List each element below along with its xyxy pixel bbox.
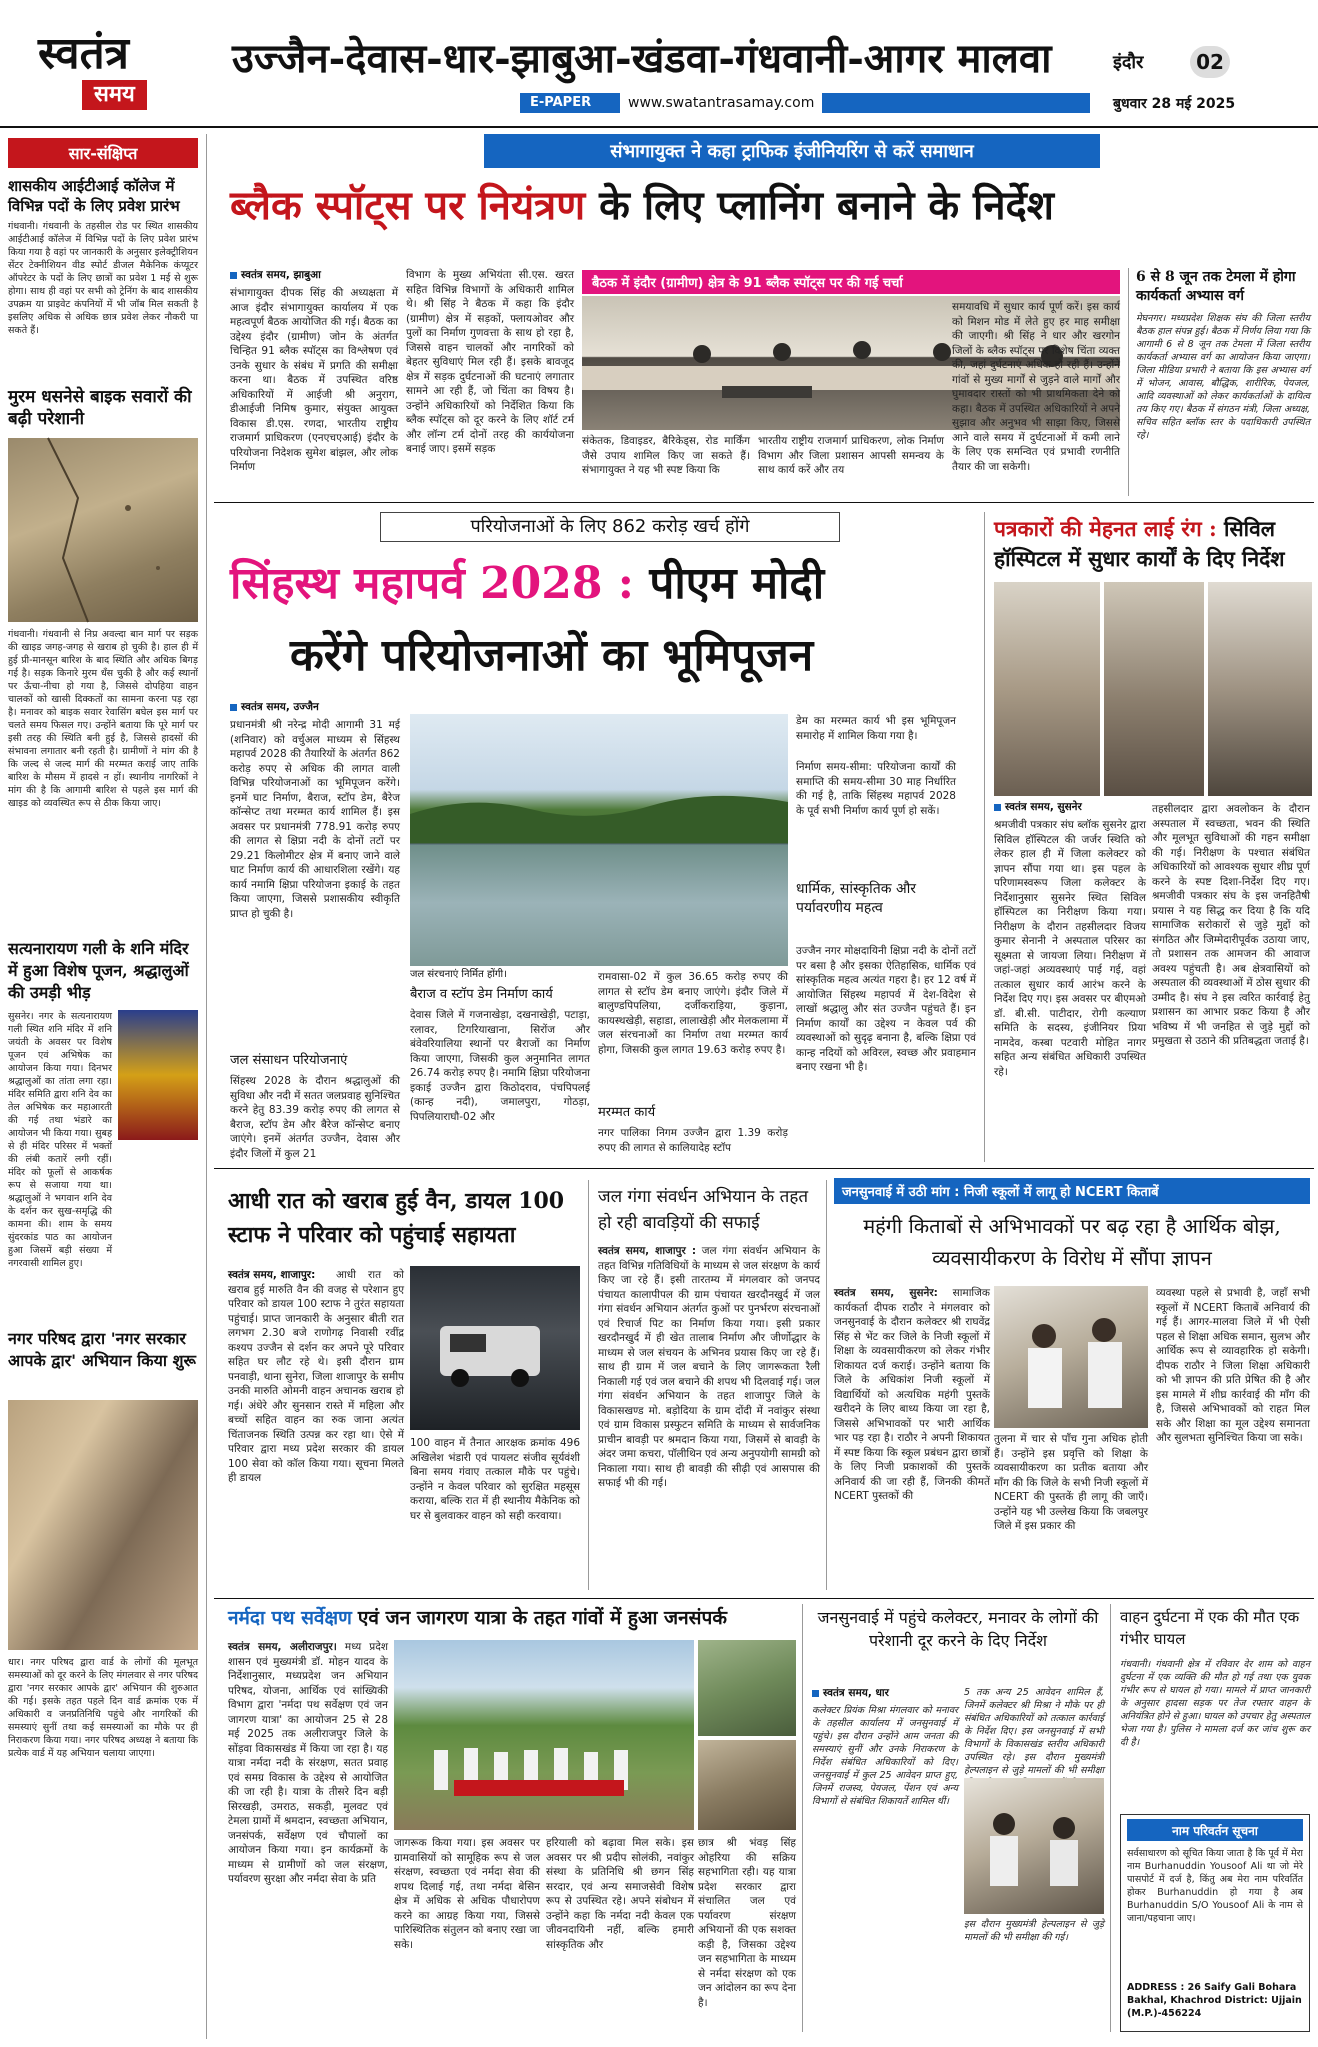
sidebar: [8, 134, 198, 2039]
sidebar-story-4-headline: नगर परिषद द्वारा 'नगर सरकार आपके द्वार' अभियान किया शुरू: [8, 1329, 196, 1370]
simhastha-sub-religious: धार्मिक, सांस्कृतिक और पर्यावरणीय महत्व: [796, 881, 917, 916]
narmada-col-1: स्वतंत्र समय, अलीराजपुर। मध्य प्रदेश शासन एवं मुख्यमंत्री डॉ. मोहन यादव के निर्देशानुसार, मध्यप्रदेश जन अभियान परिषद, योजना, आर्थिक एवं सांख्यिकी विभाग द्वारा 'नर्मदा पथ सर्वेक्षण एवं जन जागरण यात्रा' का आयोजन 25 से 28 मई 2025 तक अलीराजपुर जिले के सोंड़वा विकासखंड में किया जा रहा है। यह यात्रा नर्मदा नदी के संरक्षण, सतत प्रवाह एवं समग्र विकास के उद्देश्य से आयोजित की जा रही है। यात्रा के तीसरे दिन बड़ी सिरखड़ी, उमराठ, सकड़ी, मुलवट एवं टेमला ग्रामों में श्रमदान, स्वच्छता अभियान, जनसंपर्क, सर्वेक्षण एवं चौपालों का आयोजन किया गया। इन कार्यक्रमों के माध्यम से ग्रामीणों को जल संरक्षण, पर्यावरण सुरक्षा और नर्मदा सेवा के प्रति: [228, 1641, 388, 1885]
simhastha-col-4b: निर्माण समय-सीमा: परियोजना कार्यों की समाप्ति की समय-सीमा 30 माह निर्धारित की गई है, ताकि सिंहस्थ महापर्व 2028 के पूर्व सभी निर्माण कार्य पूर्ण हो सकें।: [796, 761, 956, 817]
simhastha-col-3: रामवासा-02 में कुल 36.65 करोड़ रुपए की लागत से स्टॉप डेम बनाए जाएंगे। इंदौर जिले में बालुण्डपिपलिया, दर्जीकराड़िया, कुड़ाना, कायस्थखेड़ी, सहाडा, लालाखेड़ी और मेलकलामा में जल संरचनाओं का निर्माण तथा मरम्मत कार्य होगा, जिसकी कुल लागत 19.63 करोड़ रुपए है।: [598, 971, 788, 1056]
page-number: 02: [1190, 46, 1230, 78]
jansunwai-byline: स्वतंत्र समय, धार: [812, 1686, 889, 1700]
logo-line1: स्वतंत्र: [38, 28, 129, 79]
top-story-col-3: संकेतक, डिवाइडर, बैरिकेड्स, रोड मार्किंग जैसे उपाय शामिल किए जा सकते हैं। संभागायुक्त ने यह भी स्पष्ट किया कि: [582, 435, 750, 476]
top-story-headline: [230, 178, 1290, 234]
ncert-col-2: व्यवस्था पहले से प्रभावी है, जहाँ सभी स्कूलों में NCERT किताबें अनिवार्य की गई हैं। आगर-मालवा जिले में भी ऐसी पहल से शिक्षा अधिक समान, सुलभ और आर्थिक रूप से व्यावहारिक हो सकेगी। दीपक राठौर ने जिला शिक्षा अधिकारी को भी ज्ञापन की प्रति प्रेषित की है और इस मामले में शीघ्र कार्रवाई की माँग की है, जिससे अभिभावकों को राहत मिल सके और शिक्षा का मूल उद्देश्य समानता और सुलभता सुनिश्चित किया जा सके।: [1156, 1287, 1310, 1444]
tamel-headline: 6 से 8 जून तक टेमला में होगा कार्यकर्ता अभ्यास वर्ग: [1136, 269, 1296, 304]
sidebar-story-4-body: धार। नगर परिषद द्वारा वार्ड के लोगों की मूलभूत समस्याओं को दूर करने के लिए मंगलवार से नगर परिषद द्वारा 'नगर सरकार आपके द्वार' अभियान की शुरुआत की गई। इसके तहत पहले दिन वार्ड क्रमांक एक में अधिकारी व जनप्रतिनिधि पहुंचे और नागरिकों की समस्याएं सुनीं तथा कई समस्याओं का मौके पर ही निराकरण किया गया। नगर परिषद अध्यक्ष ने बताया कि प्रत्येक वार्ड में यह अभियान चलाया जाएगा।: [8, 1657, 198, 1759]
river-photo-caption: जल संरचनाएं निर्मित होंगी।: [410, 969, 507, 980]
simhastha-sub-water-resources: जल संसाधन परियोजनाएं: [230, 1053, 348, 1068]
simhastha-col-4c: उज्जैन नगर मोक्षदायिनी क्षिप्रा नदी के दोनों तटों पर बसा है और इसका ऐतिहासिक, धार्मिक एवं सांस्कृतिक महत्व अत्यंत गहरा है। हर 12 वर्ष में आयोजित सिंहस्थ महापर्व में देश-विदेश से लाखों श्रद्धालु और संत उज्जैन पहुंचते हैं। इन निर्माण कार्यों का उद्देश्य न केवल पर्व की व्यवस्थाओं को सुदृढ़ बनाना है, बल्कि क्षिप्रा एवं कान्ह नदियों को अविरल, स्वच्छ और प्रवाहमान बनाए रखना भी है।: [796, 945, 976, 1073]
top-story-col-1: संभागायुक्त दीपक सिंह की अध्यक्षता में आज इंदौर संभागायुक्त कार्यालय में एक महत्वपूर्ण बैठक आयोजित की गई। बैठक का उद्देश्य इंदौर (ग्रामीण) जोन के अंतर्गत चिन्हित 91 ब्लैक स्पॉट्स का विश्लेषण एवं उनके सुधार के संबंध में प्रगति की समीक्षा करना था। बैठक में उपस्थित वरिष्ठ अधिकारियों में आईजी श्री अनुराग, डीआईजी निमिष कुमार, संयुक्त आयुक्त विकास डी.एस. रणदा, भारतीय राष्ट्रीय राजमार्ग प्राधिकरण (एनएचएआई) इंदौर के परियोजना निदेशक सुमेश बांझल, और लोक निर्माण: [230, 287, 398, 473]
accident-body: गंधवानी। गंधवानी क्षेत्र में रविवार देर शाम को वाहन दुर्घटना में एक व्यक्ति की मौत हो गई तथा एक युवक गंभीर रूप से घायल हो गया। मामले में प्राप्त जानकारी के अनुसार हादसा सड़क पर तेज रफ्तार वाहन के अनियंत्रित होने से हुआ। घायल को उपचार हेतु अस्पताल भेजा गया है। पुलिस ने मामला दर्ज कर जांच शुरू कर दी है।: [1120, 1659, 1310, 1748]
van-byline: स्वतंत्र समय, शाजापुर:: [228, 1269, 316, 1281]
top-story-photo-caption: बैठक में इंदौर (ग्रामीण) क्षेत्र के 91 ब्लैक स्पॉट्स पर की गई चर्चा: [582, 270, 1120, 294]
civil-byline: स्वतंत्र समय, सुसनेर: [994, 800, 1082, 814]
civil-col-1: श्रमजीवी पत्रकार संघ ब्लॉक सुसनेर द्वारा सिविल हॉस्पिटल की जर्जर स्थिति को लेकर हाल ही में जिला कलेक्टर को ज्ञापन सौंपा गया था। इस पहल के परिणामस्वरूप जिला कलेक्टर के निर्देशानुसार सुसनेर स्थित सिविल हॉस्पिटल का निरीक्षण किया गया। निरीक्षण के दौरान तहसीलदार विजय कुमार सेनानी ने अस्पताल परिसर का सूक्ष्मता से जायजा लिया। निरीक्षण में जहां-जहां अव्यवस्थाएं पाई गई, वहां तत्काल सुधार कार्य आरंभ करने के निर्देश दिए गए। इस अवसर पर बीएमओ डॉ. बी.सी. पाटीदार, रोगी कल्याण समिति के सदस्य, इंजीनियर प्रिया नामदेव, कस्बा पटवारी मोहित नागर सहित अन्य संबंधित अधिकारी उपस्थित रहे।: [994, 819, 1146, 1078]
ncert-headline: महंगी किताबों से अभिभावकों पर बढ़ रहा है आर्थिक बोझ, व्यवसायीकरण के विरोध में सौंपा ज्ञापन: [863, 1214, 1281, 1270]
masthead-title: उज्जैन-देवास-धार-झाबुआ-खंडवा-गंधवानी-आगर मालवा: [232, 35, 1052, 82]
simhastha-headline-mag: सिंहस्थ महापर्व 2028 :: [230, 558, 635, 609]
sidebar-story-1-body: गंधवानी। गंधवानी के तहसील रोड पर स्थित शासकीय आईटीआई कॉलेज में विभिन्न पदों के लिए प्रवेश प्रारंभ किया गया है वहां पर जानकारी के अनुसार इलेक्ट्रीशियन सेंटर टेक्नीशियन वीड स्पोर्ट डीजल मैकेनिक कंप्यूटर ऑपरेटर के पदों के लिए छात्रों का प्रवेश 1 मई से शुरू होगा। साथ ही वहां पर सभी को ट्रेनिंग के बाद शासकीय उपक्रम या प्राइवेट कंपनियों में भी जॉब मिल सकती है इसलिए अधिक से अधिक छात्र प्रवेश लेकर नौकरी पा सकते हैं।: [8, 221, 198, 336]
simhastha-col-1b: सिंहस्थ 2028 के दौरान श्रद्धालुओं की सुविधा और नदी में सतत जलप्रवाह सुनिश्चित करने हेतु 83.39 करोड़ रुपए की लागत से बैराज, स्टॉप डेम और बैरेज कॉन्सेप्ट बनाए जाएंगे। इनमें अंतर्गत उज्जैन, देवास और इंदौर जिलों में कुल 21: [230, 1075, 400, 1160]
van-photo: [410, 1266, 580, 1430]
jansunwai-headline: जनसुनवाई में पहुंचे कलेक्टर, मनावर के लोगों की परेशानी दूर करने के दिए निर्देश: [817, 1608, 1099, 1650]
accident-headline: वाहन दुर्घटना में एक की मौत एक गंभीर घायल: [1120, 1608, 1300, 1648]
simhastha-kicker: परियोजनाओं के लिए 862 करोड़ खर्च होंगे: [380, 512, 840, 542]
shani-deity-photo: [118, 1010, 198, 1140]
jalganga-headline: जल गंगा संवर्धन अभियान के तहत हो रही बावड़ियों की सफाई: [598, 1187, 809, 1233]
top-story-kicker: संभागायुक्त ने कहा ट्राफिक इंजीनियरिंग से करें समाधान: [484, 134, 1100, 168]
simhastha-col-3b: नगर पालिका निगम उज्जैन द्वारा 1.39 करोड़ रुपए की लागत से कालियादेह स्टॉप: [598, 1127, 788, 1154]
van-col-2: 100 वाहन में तैनात आरक्षक क्रमांक 496 अखिलेश भंडारी एवं पायलट संजीव सूर्यवंशी बिना समय गंवाए तत्काल मौके पर पहुंचे। उन्होंने न केवल परिवार को सुरक्षित महसूस कराया, बल्कि रात में ही स्थानीय मैकेनिक को घर से बुलवाकर वाहन को सही करवाया।: [410, 1437, 580, 1522]
civil-col-2: तहसीलदार द्वारा अवलोकन के दौरान अस्पताल में स्वच्छता, भवन की स्थिति और मूलभूत सुविधाओं की गहन समीक्षा की गई। निरीक्षण के पश्चात संबंधित अधिकारियों को आवश्यक सुधार शीघ्र पूर्ण करने के स्पष्ट दिशा-निर्देश दिए गए। श्रमजीवी पत्रकार संघ के इस जनहितैषी प्रयास ने यह सिद्ध कर दिया है कि यदि सामाजिक सरोकारों से जुड़े मुद्दों को संगठित और जिम्मेदारीपूर्वक उठाया जाए, तो प्रशासन तक आमजन की आवाज अवश्य पहुंचती है। अब क्षेत्रवासियों को अस्पताल की व्यवस्थाओं में ठोस सुधार की उम्मीद है। संघ ने इस त्वरित कार्रवाई हेतु प्रशासन का आभार प्रकट किया है और भविष्य में भी जनहित से जुड़े मुद्दों को प्रमुखता से उठाने की प्रतिबद्धता जताई है।: [1152, 803, 1310, 1047]
tamel-body: मेघनगर। मध्यप्रदेश शिक्षक संघ की जिला स्तरीय बैठक हाल संपन्न हुई। बैठक में निर्णय लिया गया कि आगामी 6 से 8 जून तक टेमला में जिला स्तरीय कार्यकर्ता अभ्यास वर्ग का आयोजन किया जाएगा। जिला मीडिया प्रभारी ने बताया कि इस अभ्यास वर्ग में भोजन, आवास, बौद्धिक, शारीरिक, पेयजल, आदि व्यवस्थाओं को लेकर कार्यकर्ताओं के दायित्व तय किए गए। बैठक में संगठन मंत्री, जिला अध्यक्ष, सचिव सहित ब्लॉक स्तर के पदाधिकारी उपस्थित रहे।: [1136, 313, 1310, 441]
sidebar-title: सार-संक्षिप्त: [8, 138, 198, 168]
simhastha-sub-barrage: बैराज व स्टॉप डेम निर्माण कार्य: [410, 987, 553, 1002]
narmada-col-2: जागरूक किया गया। इस अवसर पर ग्रामवासियों को सामूहिक रूप से जल संरक्षण, स्वच्छता एवं नर्मदा सेवा की शपथ दिलाई गई, तथा नर्मदा बेसिन क्षेत्र में अधिक से अधिक पौधारोपण करने का आग्रह किया गया, जिससे पारिस्थितिक संतुलन को बनाए रखा जा सके।: [394, 1837, 540, 1951]
sidebar-story-3-body: सुसनेर। नगर के सत्यनारायण गली स्थित शनि मंदिर में शनि जयंती के अवसर पर विशेष पूजन एवं अभिषेक का आयोजन किया गया। दिनभर श्रद्धालुओं का तांता लगा रहा। मंदिर समिति द्वारा शनि देव का तेल अभिषेक कर महाआरती की गई तथा भंडारे का आयोजन भी किया गया। सुबह से ही मंदिर परिसर में भक्तों की लंबी कतारें लगी रहीं। मंदिर को फूलों से आकर्षक रूप से सजाया गया था। श्रद्धालुओं ने भगवान शनि देव के दर्शन कर सुख-समृद्धि की कामना की। शाम के समय सुंदरकांड पाठ का आयोजन हुआ जिसमें बड़ी संख्या में नगरवासी शामिल हुए।: [8, 1011, 112, 1269]
narmada-headline: [228, 1604, 818, 1636]
top-story-byline: स्वतंत्र समय, झाबुआ: [230, 268, 321, 282]
van-col-1: आधी रात को खराब हुई मारुति वैन की वजह से परेशान हुए परिवार को डायल 100 स्टाफ ने तुरंत सहायता पहुंचाई। प्राप्त जानकारी के अनुसार बीती रात लगभग 2.30 बजे राणोगढ़ निवासी रवींद्र कश्यप उज्जैन से दर्शन कर अपने पूरे परिवार सहित घर लौट रहे थे। इसी दौरान ग्राम पनवाड़ी, थाना सुनेरा, जिला शाजापुर के समीप उनकी मारुति ओमनी वाहन अचानक खराब हो गई। अंधेरे और सुनसान रास्ते में महिला और बच्चों सहित वाहन का रुक जाना अत्यंत चिंताजनक स्थिति उत्पन्न कर रहा था। ऐसे में परिवार द्वारा मध्य प्रदेश सरकार की डायल 100 सेवा को कॉल किया गया। सूचना मिलते ही डायल: [228, 1269, 404, 1484]
narmada-group-photo: [394, 1640, 694, 1830]
sidebar-story-1-headline: शासकीय आईटीआई कॉलेज में विभिन्न पदों के लिए प्रवेश प्रारंभ: [8, 177, 180, 215]
narmada-col-3: हरियाली को बढ़ावा मिल सके। इस अवसर पर श्री प्रदीप सोलंकी, नवांकुर संस्था के प्रतिनिधि श्री छगन सिंह सरदार, एवं अन्य समाजसेवी विशेष रूप से उपस्थित रहे। अपने संबोधन में उन्होंने कहा कि नर्मदा नदी केवल एक जीवनदायिनी नहीं, बल्कि हमारी सांस्कृतिक और: [546, 1837, 694, 1951]
sidebar-story-3-headline: सत्यनारायण गली के शनि मंदिर में हुआ विशेष पूजन, श्रद्धालुओं की उमड़ी भीड़: [8, 939, 189, 1002]
top-story-col-5: समयावधि में सुधार कार्य पूर्ण करें। इस कार्य को मिशन मोड में लेते हुए हर माह समीक्षा की जाएगी। श्री सिंह ने धार और खरगोन जिलों के ब्लैक स्पॉट्स पर विशेष चिंता व्यक्त की, जहां दुर्घटनाएं अधिक हो रही हैं। उन्होंने गांवों से मुख्य मार्गों से जुड़ने वाले मार्गों और घुमावदार रास्तों को भी प्राथमिकता देने को कहा। बैठक में उपस्थित अधिकारियों ने अपने सुझाव और अनुभव भी साझा किए, जिससे आने वाले समय में दुर्घटनाओं में कमी लाने के लिए एक समन्वित एवं प्रभावी रणनीति तैयार की जा सकेगी।: [952, 301, 1120, 473]
top-story-col-4: भारतीय राष्ट्रीय राजमार्ग प्राधिकरण, लोक निर्माण विभाग और जिला प्रशासन आपसी समन्वय के साथ कार्य करें और तय: [758, 435, 944, 476]
city-label: इंदौर: [1113, 52, 1144, 73]
hospital-photo-2: [1104, 582, 1204, 796]
ward-campaign-photo: [8, 1400, 198, 1650]
simhastha-sub-repair: मरम्मत कार्य: [598, 1105, 656, 1120]
logo-line2: समय: [82, 80, 147, 110]
simhastha-col-2: देवास जिले में गजनाखेड़ा, दखनाखेड़ी, पटाड़ा, रलावर, टिगरियाखाना, सिरोंज और बंवेवरियालिया स्थानों पर बैराजों का निर्माण किया जाएगा, जिसकी कुल अनुमानित लागत 26.74 करोड़ रुपए है। नमामि क्षिप्रा परियोजना इकाई उज्जैन द्वारा किठोदराव, पंचपिपलई (कान्ह नदी), जमालपुरा, गोठड़ा, पिपलियाराघौ-02 और: [410, 1009, 590, 1123]
jansunwai-col-2b: इस दौरान मुख्यमंत्री हेल्पलाइन से जुड़े मामलों की भी समीक्षा की गई।: [964, 1919, 1104, 1943]
ncert-col-photo: तुलना में चार से पाँच गुना अधिक होती हैं। उन्होंने इस प्रवृत्ति को शिक्षा के व्यवसायीकरण का प्रतीक बताया और माँग की कि जिले के सभी निजी स्कूलों में NCERT की पुस्तकें ही लागू की जाएँ। उन्होंने यह भी उल्लेख किया कि जबलपुर जिले में इस प्रकार की: [994, 1433, 1148, 1532]
jansunwai-photo: [964, 1778, 1104, 1914]
jansunwai-col-1: कलेक्टर प्रियंक मिश्रा मंगलवार को मनावर के तहसील कार्यालय में जनसुनवाई में पहुंचे। इस दौरान उन्होंने आम जनता की समस्याएं सुनीं और उनके निराकरण के निर्देश संबंधित अधिकारियों को दिए। जनसुनवाई में कुल 25 आवेदन प्राप्त हुए, जिनमें राजस्व, पेयजल, पेंशन एवं अन्य विभागों से संबंधित शिकायतें शामिल थीं।: [812, 1705, 958, 1807]
masthead: [0, 0, 1318, 128]
simhastha-headline-line2: करेंगे परियोजनाओं का भूमिपूजन: [290, 630, 814, 681]
narmada-photo-2: [698, 1640, 796, 1736]
website-label[interactable]: www.swatantrasamay.com: [620, 93, 822, 113]
notice-body: सर्वसाधारण को सूचित किया जाता है कि पूर्व में मेरा नाम Burhanuddin Yousoof Ali था जो मेरे पासपोर्ट में दर्ज है, किंतु अब मेरा नाम परिवर्तित होकर Burhanuddin हो गया है अब Burhanuddin S/O Yousoof Ali के नाम से जाना/पहचाना जाए।: [1127, 1848, 1303, 1924]
sidebar-story-2-body: गंधवानी। गंधवानी से निप्र अवल्दा बान मार्ग पर सड़क की खाइड जगह-जगह से खराब हो चुकी है। हाल ही में हुई प्री-मानसून बारिश के बाद स्थिति और अधिक बिगड़ गई है। सड़क किनारे मुरम धँस चुकी है और कई स्थानों पर ऊँचा-नीचा हो गया है, जिससे दोपहिया वाहन चालकों को खासी दिक्कतों का सामना करना पड़ रहा है। मनावर को बाइक सवार रेवासिंग बघेल इस मार्ग पर चलते समय फिसल गए। उन्होंने बताया कि पूरे मार्ग पर इसी तरह की स्थिति बनी हुई है, जिससे हादसों की संभावना लगातार बनी रहती है। ग्रामीणों ने मांग की है कि जल्द से जल्द मार्ग की मरम्मत कराई जाए ताकि बारिश के मौसम में हादसे न हों। स्थानीय नागरिकों ने मांग की है कि आगामी बारिश से पहले इस मार्ग की खाइड को व्यवस्थित रूप से ठीक किया जाए।: [8, 629, 198, 809]
narmada-col-4b: छात्र श्री भंवड़ सिंह ओहरिया की सक्रिय सहभागिता रही। यह यात्रा प्रदेश सरकार द्वारा संचालित जल एवं पर्यावरण संरक्षण अभियानों की एक सशक्त कड़ी है, जिसका उद्देश्य जन सहभागिता के माध्यम से नर्मदा संरक्षण को एक जन आंदोलन का रूप देना है।: [698, 1837, 796, 2009]
hospital-photo-1: [994, 582, 1100, 796]
collector-meeting-photo: [994, 1286, 1148, 1428]
narmada-headline-blue: नर्मदा पथ सर्वेक्षण: [228, 1607, 352, 1629]
river-photo: [410, 714, 788, 966]
van-headline: आधी रात को खराब हुई वैन, डायल 100 स्टाफ ने परिवार को पहुंचाई सहायता: [228, 1188, 565, 1248]
road-photo: [8, 438, 198, 622]
top-story-headline-red: ब्लैक स्पॉट्स पर नियंत्रण: [230, 182, 586, 229]
edition-date: बुधवार 28 मई 2025: [1113, 96, 1236, 112]
ncert-col-1: स्वतंत्र समय, सुसनेर: सामाजिक कार्यकर्ता दीपक राठौर ने मंगलवार को जनसुनवाई के दौरान कलेक्टर श्री राघवेंद्र सिंह से भेंट कर जिले के निजी स्कूलों में शिक्षा के व्यवसायीकरण को लेकर गंभीर शिकायत दर्ज कराई। उन्होंने बताया कि जिले के अधिकांश निजी स्कूलों में विद्यार्थियों को अत्यधिक महंगी पुस्तकें खरीदने के लिए बाध्य किया जा रहा है, जिससे अभिभावकों पर भारी आर्थिक भार पड़ रहा है। राठौर ने अपनी शिकायत में स्पष्ट किया कि स्कूल प्रबंधन द्वारा छात्रों के लिए निजी प्रकाशकों की पुस्तकें अनिवार्य की जा रही हैं, जिनकी कीमतें NCERT पुस्तकों की: [834, 1287, 990, 1502]
simhastha-headline-black: पीएम मोदी: [649, 558, 825, 609]
top-story-col-2: विभाग के मुख्य अभियंता सी.एस. खरत सहित विभिन्न विभागों के अधिकारी शामिल थे। श्री सिंह ने बैठक में कहा कि इंदौर (ग्रामीण) क्षेत्र में सड़कों, फ्लायओवर और पुलों का निर्माण गुणवत्ता के साथ हो रहा है, जिससे वाहन चालकों और नागरिकों को बेहतर सुविधाएं मिल रही हैं। इसके बावजूद क्षेत्र में सड़क दुर्घटनाओं की घटनाएं लगातार सामने आ रही हैं, जो चिंता का विषय है। उन्होंने अधिकारियों को निर्देशित किया कि ब्लैक स्पॉट्स को दूर करने के लिए शॉर्ट टर्म और लॉन्ग टर्म दोनों तरह की कार्ययोजना बनाई जाए। इसमें सड़क: [406, 269, 574, 455]
simhastha-col-4a: डेम का मरम्मत कार्य भी इस भूमिपूजन समारोह में शामिल किया गया है।: [796, 715, 956, 742]
simhastha-col-1: प्रधानमंत्री श्री नरेन्द्र मोदी आगामी 31 मई (शनिवार) को वर्चुअल माध्यम से सिंहस्थ महापर्व 2028 की तैयारियों के अंतर्गत 862 करोड़ रुपए से अधिक की लागत वाली विभिन्न परियोजनाओं का भूमिपूजन करेंगे। इनमें घाट निर्माण, बैराज, स्टॉप डेम, बैरेज कॉन्सेप्ट तथा मरम्मत कार्य शामिल हैं। इस अवसर पर प्रधानमंत्री 778.91 करोड़ रुपए की लागत से क्षिप्रा नदी के दोनों तटों पर 29.21 किलोमीटर क्षेत्र में बनाए जाने वाले घाट निर्माण कार्य की आधारशिला रखेंगे। यह कार्य नमामि क्षिप्रा परियोजना इकाई के तहत किया जाएगा, जिससे प्रशासकीय स्वीकृति प्राप्त हो चुकी है।: [230, 719, 400, 920]
jalganga-body: स्वतंत्र समय, शाजापुर : जल गंगा संवर्धन अभियान के तहत विभिन्न गतिविधियों के माध्यम से जल संरक्षण के कार्य किए जा रहे हैं। इसी तारतम्य में मंगलवार को जनपद पंचायत कालापीपल की ग्राम पंचायत खरदौनखुर्द में जल गंगा संवर्धन अभियान अंतर्गत कुओं पर पुनर्भरण संरचनाओं एवं रिचार्ज पिट का निर्माण किया गया। इसी प्रकार खरदौनखुर्द में ही खेत तालाब निर्माण और जीर्णोद्धार के माध्यम से जल संचयन के अभिनव प्रयास किए जा रहे हैं। साथ ही ग्राम में जल बचाने के लिए जागरूकता रैली निकाली गई एवं जल बचाने की शपथ भी दिलवाई गई। जल गंगा संवर्धन अभियान के तहत शाजापुर जिले के विकासखण्ड मो. बड़ोदिया के ग्राम दोंदी में नवांकुर संस्था एवं ग्राम विकास प्रस्फुटन समिति के माध्यम से सार्वजनिक प्राचीन बावड़ी पर श्रमदान किया गया, जिसमें से बावड़ी के अंदर जमा कचरा, पॉलीथिन एवं अन्य अनुपयोगी सामग्री को निकाला गया। साथ ही बावड़ी की सीढ़ी एवं आसपास की सफाई भी की गई।: [598, 1245, 821, 1489]
top-story-headline-black: के लिए प्लानिंग बनाने के निर्देश: [599, 182, 1054, 229]
notice-address: ADDRESS : 26 Saify Gali Bohara Bakhal, Khachrod District: Ujjain (M.P.)-456224: [1127, 1982, 1302, 2019]
civil-headline-red: पत्रकारों की मेहनत लाई रंग :: [994, 516, 1217, 541]
hospital-photo-3: [1208, 582, 1312, 796]
sidebar-story-2-headline: मुरम धसनेसे बाइक सवारों की बढ़ी परेशानी: [8, 387, 192, 429]
narmada-headline-rest: एवं जन जागरण यात्रा के तहत गांवों में हुआ जनसंपर्क: [357, 1607, 727, 1629]
notice-title: नाम परिवर्तन सूचना: [1127, 1819, 1303, 1841]
narmada-photo-3: [698, 1740, 796, 1830]
jansunwai-col-2: 5 तक अन्य 25 आवेदन शामिल हैं, जिनमें कलेक्टर श्री मिश्रा ने मौके पर ही संबंधित अधिकारियों को तत्काल कार्रवाई के निर्देश दिए। इस जनसुनवाई में सभी विभागों के विकासखंड स्तरीय अधिकारी उपस्थित रहे। इस दौरान मुख्यमंत्री हेल्पलाइन से जुड़े मामलों की भी समीक्षा: [964, 1687, 1104, 1776]
name-change-notice: [1120, 1814, 1310, 2032]
civil-headline: [994, 514, 1310, 576]
simhastha-headline-line1: [230, 552, 990, 616]
simhastha-byline: स्वतंत्र समय, उज्जैन: [230, 700, 319, 714]
civil-headline-rest: सिविल हॉस्पिटल में सुधार कार्यों के दिए निर्देश: [994, 516, 1285, 571]
ncert-kicker: जनसुनवाई में उठी मांग : निजी स्कूलों में लागू हो NCERT किताबें: [834, 1178, 1310, 1204]
logo: [38, 30, 188, 114]
epaper-label: E-PAPER: [530, 95, 592, 110]
